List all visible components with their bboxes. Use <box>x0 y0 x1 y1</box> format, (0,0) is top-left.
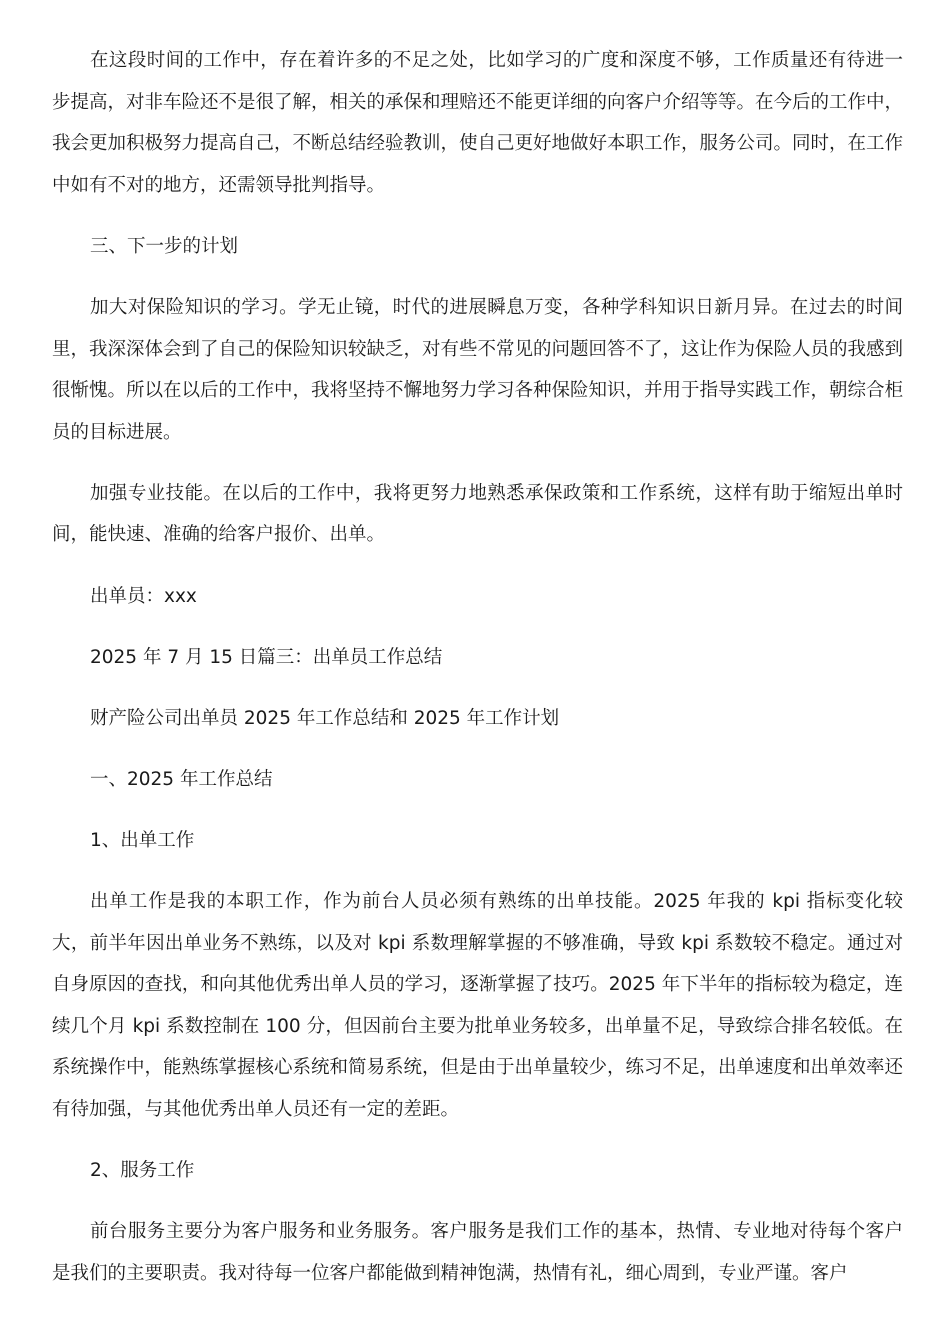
subheading-issuing-work: 1、出单工作 <box>90 829 195 851</box>
subheading-service-work: 2、服务工作 <box>90 1160 195 1182</box>
spacer <box>52 678 903 698</box>
spacer <box>52 862 903 882</box>
date-and-chapter-line: 2025 年 7 月 15 日篇三：出单员工作总结 <box>90 646 443 668</box>
section-heading-next-plan: 三、下一步的计划 <box>90 235 239 257</box>
paragraph-insurance-knowledge: 加大对保险知识的学习。学无止镜，时代的进展瞬息万变，各种学科知识日新月异。在过去的时间里，我深深体会到了自己的保险知识较缺乏，对有些不常见的问题回答不了，这让作为保险人员的我感到很惭愧。所以在以后的工作中，我将坚持不懈地努力学习各种保险知识，并用于指导实践工作，朝综合柜员的目标进展。 <box>52 296 904 443</box>
spacer <box>52 1192 903 1212</box>
spacer <box>52 617 903 637</box>
spacer <box>52 1131 903 1151</box>
signature-line: 出单员：xxx <box>90 585 197 607</box>
document-title: 财产险公司出单员 2025 年工作总结和 2025 年工作计划 <box>90 707 560 729</box>
paragraph-shortcomings: 在这段时间的工作中，存在着许多的不足之处，比如学习的广度和深度不够，工作质量还有待进一步提高，对非车险还不是很了解，相关的承保和理赔还不能更详细的向客户介绍等等。在今后的工作中，我会更加积极努力提高自己，不断总结经验教训，使自己更好地做好本职工作，服务公司。同时，在工作中如有不对的地方，还需领导批判指导。 <box>52 50 904 196</box>
section-heading-work-summary: 一、2025 年工作总结 <box>90 768 273 790</box>
paragraph-service-work: 前台服务主要分为客户服务和业务服务。客户服务是我们工作的基本，热情、专业地对待每个客户是我们的主要职责。我对待每一位客户都能做到精神饱满，热情有礼，细心周到，专业严谨。客户 <box>52 1221 903 1284</box>
spacer <box>52 800 903 820</box>
spacer <box>52 267 903 287</box>
spacer <box>52 453 903 473</box>
spacer <box>52 206 903 226</box>
spacer <box>52 556 903 576</box>
spacer <box>52 739 903 759</box>
paragraph-issuing-work: 出单工作是我的本职工作，作为前台人员必须有熟练的出单技能。2025 年我的 kpi 指标变化较大，前半年因出单业务不熟练，以及对 kpi 系数理解掌握的不够准确，导致 kpi 系数较不稳定。通过对自身原因的查找，和向其他优秀出单人员的学习，逐渐掌握了技巧。2025 年下半年的指标较为稳定，连续几个月 kpi 系数控制在 100 分，但因前台主要为批单业务较多，出单量不足，导致综合排名较低。在系统操作中，能熟练掌握核心系统和简易系统，但是由于出单量较少，练习不足，出单速度和出单效率还有待加强，与其他优秀出单人员还有一定的差距。 <box>52 891 904 1120</box>
paragraph-professional-skills: 加强专业技能。在以后的工作中，我将更努力地熟悉承保政策和工作系统，这样有助于缩短出单时间，能快速、准确的给客户报价、出单。 <box>52 482 903 546</box>
